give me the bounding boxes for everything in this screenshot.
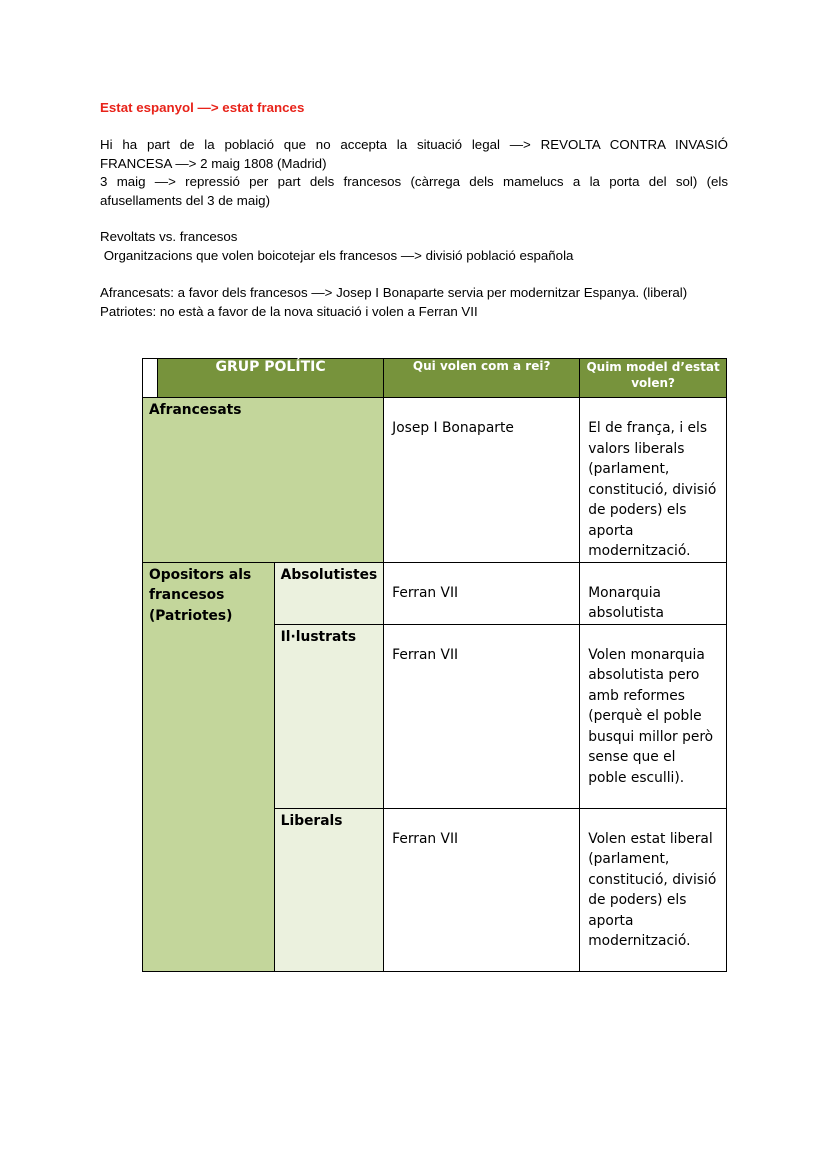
- model-illustrats: Volen monarquia absolutista pero amb reformes (perquè el poble busqui millor però sense que el poble esculli).: [580, 624, 727, 808]
- table-row: [143, 398, 727, 563]
- king-absolutistes: Ferran VII: [384, 562, 580, 624]
- king-illustrats: Ferran VII: [384, 624, 580, 808]
- table-row: [143, 562, 727, 624]
- group-afrancesats: Afrancesats: [143, 398, 384, 563]
- model-afrancesats: El de frança, i els valors liberals (parlament, constitució, divisió de poders) els aporta modernització.: [580, 398, 727, 563]
- paragraph-line: 3 maig —> repressió per part dels francesos (càrrega dels mamelucs a la porta del sol) (els: [100, 174, 728, 189]
- paragraph-line: afusellaments del 3 de maig): [100, 192, 270, 208]
- king-afrancesats: Josep I Bonaparte: [384, 398, 580, 563]
- king-liberals: Ferran VII: [384, 808, 580, 971]
- header-group: GRUP POLÍTIC: [157, 359, 383, 398]
- group-opositors: Opositors als francesos (Patriotes): [143, 562, 275, 971]
- model-liberals: Volen estat liberal (parlament, constitució, divisió de poders) els aporta modernització.: [580, 808, 727, 971]
- paragraph-revolt: [100, 136, 728, 210]
- paragraph-line: Revoltats vs. francesos: [100, 229, 238, 244]
- paragraph-revoltats: [100, 228, 728, 265]
- header-model: Quim model d’estat volen?: [580, 359, 727, 398]
- paragraph-line: Hi ha part de la població que no accepta la situació legal —> REVOLTA CONTRA INVASIÓ: [100, 137, 728, 152]
- subgroup-liberals: Liberals: [274, 808, 384, 971]
- subgroup-absolutistes: Absolutistes: [274, 562, 384, 624]
- paragraph-line: FRANCESA —> 2 maig 1808 (Madrid): [100, 155, 327, 171]
- table-header-row: [143, 359, 727, 398]
- header-blank-cell: [143, 359, 158, 398]
- header-king: Qui volen com a rei?: [384, 359, 580, 398]
- political-groups-table: [142, 358, 727, 972]
- page-heading: Estat espanyol —> estat frances: [100, 100, 305, 115]
- paragraph-line: Organitzacions que volen boicotejar els francesos —> divisió població española: [100, 247, 574, 263]
- model-absolutistes: Monarquia absolutista: [580, 562, 727, 624]
- paragraph-line: Patriotes: no està a favor de la nova situació i volen a Ferran VII: [100, 303, 478, 319]
- subgroup-illustrats: Il·lustrats: [274, 624, 384, 808]
- paragraph-groups: [100, 284, 728, 321]
- paragraph-line: Afrancesats: a favor dels francesos —> Josep I Bonaparte servia per modernitzar Espanya. (liberal): [100, 285, 688, 300]
